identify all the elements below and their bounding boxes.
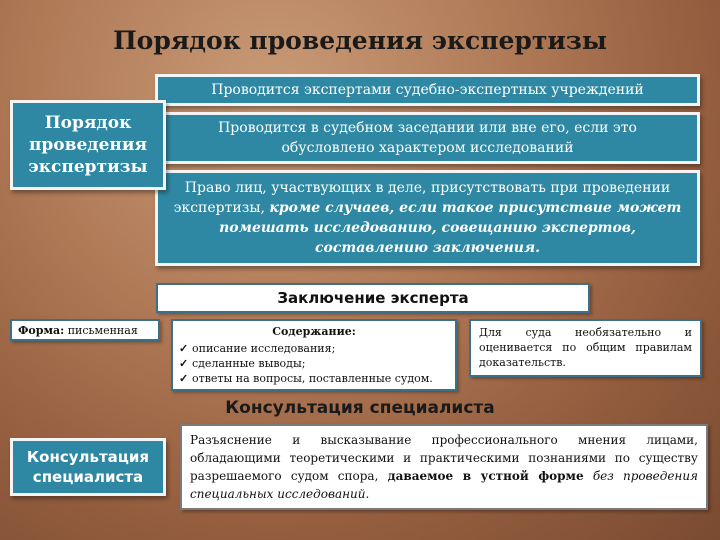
- content-item-text: сделанные выводы;: [192, 357, 306, 370]
- procedure-label-box: Порядок проведения экспертизы: [10, 100, 166, 190]
- page-title: Порядок проведения экспертизы: [113, 26, 607, 55]
- procedure-row-3: [155, 170, 700, 266]
- procedure-row-2-text: Проводится в судебном заседании или вне его, если это обусловлено характером исследований: [218, 120, 637, 156]
- form-label: Форма:: [18, 324, 65, 337]
- procedure-row-3-text: [172, 178, 683, 258]
- consultation-heading-text: Консультация специалиста: [225, 398, 495, 418]
- procedure-row-3-plain: Право лиц, участвующих в деле, присутствовать при проведении экспертизы,: [173, 180, 671, 216]
- list-item: [179, 356, 449, 371]
- conclusion-title: Заключение эксперта: [277, 289, 469, 307]
- consultation-text-plain: Разъяснение и высказывание профессионального мнения лицами, обладающими теоретическими и практическими познаниями по существу разрешаемого судом спора,: [190, 433, 698, 483]
- consultation-explanation-box: [180, 424, 708, 510]
- procedure-row-3-emphasis: кроме случаев, если такое присутствие может помешать исследованию, совещанию экспертов, составлению заключения.: [219, 200, 682, 256]
- conclusion-title-box: [156, 283, 590, 313]
- evaluation-note: Для суда необязательно и оценивается по общим правилам доказательств.: [479, 326, 692, 369]
- content-header: Содержание:: [272, 325, 356, 338]
- consultation-label-box: Консультация специалиста: [10, 438, 166, 496]
- form-box: [10, 319, 160, 341]
- consultation-heading: [0, 398, 720, 418]
- content-box: [171, 319, 457, 391]
- list-item: [179, 341, 449, 356]
- procedure-row-2: [155, 112, 700, 164]
- check-icon: ✓: [179, 357, 189, 370]
- content-item-text: описание исследования;: [192, 342, 336, 355]
- procedure-row-1-text: Проводится экспертами судебно-экспертных учреждений: [211, 82, 644, 98]
- check-icon: ✓: [179, 342, 189, 355]
- list-item: [179, 371, 449, 386]
- form-value: письменная: [64, 324, 138, 337]
- content-list: [179, 341, 449, 386]
- consultation-text-bold: даваемое в устной форме: [387, 469, 584, 483]
- consultation-text-italic: без проведения специальных исследований.: [190, 469, 698, 501]
- evaluation-note-box: [469, 319, 702, 377]
- content-item-text: ответы на вопросы, поставленные судом.: [192, 372, 433, 385]
- procedure-row-1: [155, 74, 700, 106]
- check-icon: ✓: [179, 372, 189, 385]
